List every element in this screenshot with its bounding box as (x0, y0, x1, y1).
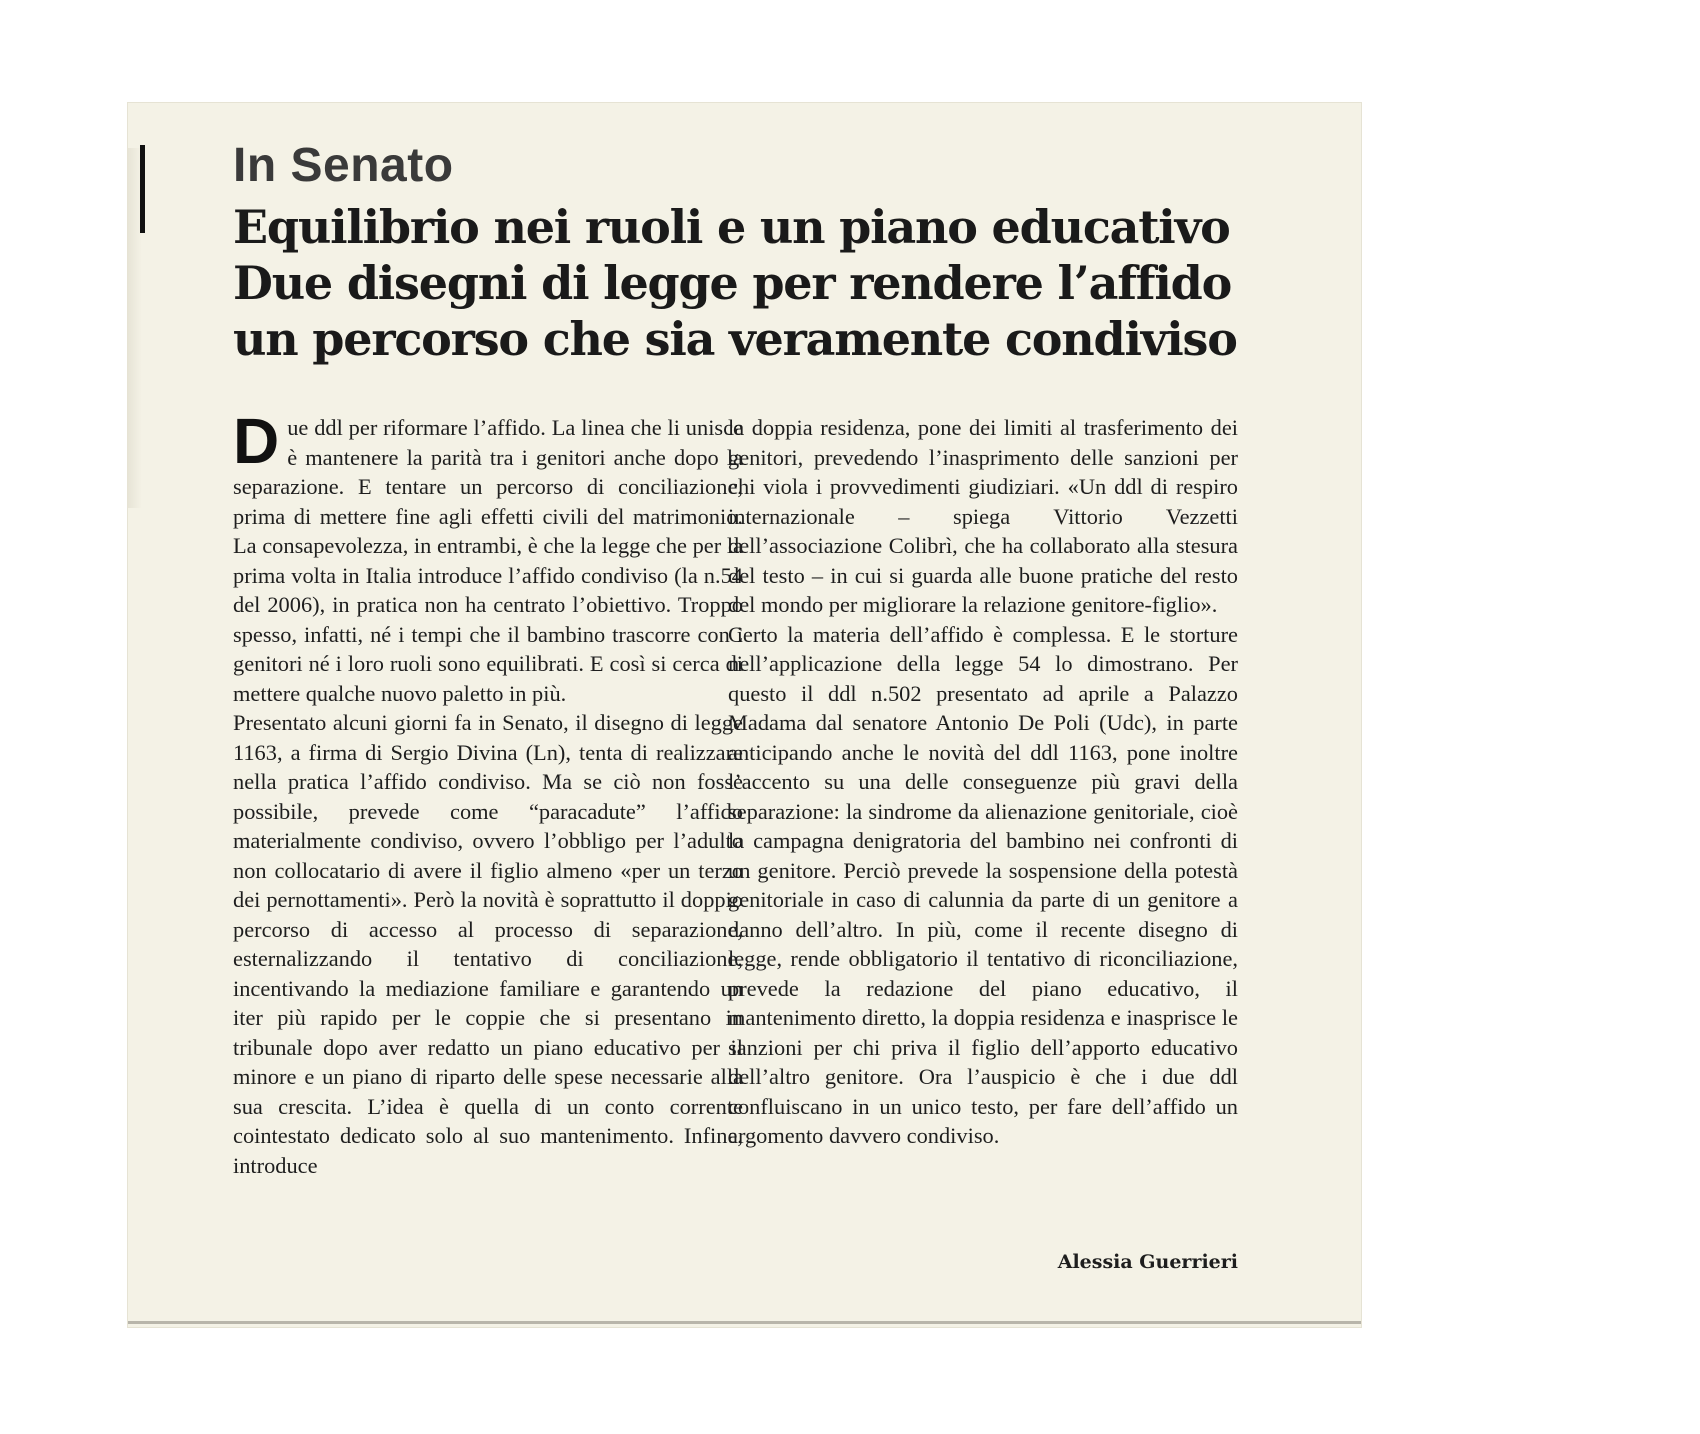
paragraph (233, 405, 743, 708)
byline: Alessia Guerrieri (1057, 1251, 1238, 1273)
headline (233, 199, 1333, 367)
paragraph-text: ue ddl per riformare l’affido. La linea che li unisce è mantenere la parità tra i genitori anche dopo la separazione. E tentare un percorso di conciliazione, prima di mettere fine agli effetti civili del matrimonio. La consapevolezza, in entrambi, è che la legge che per la prima volta in Italia introduce l’affido condiviso (la n.54 del 2006), in pratica non ha centrato l’obiettivo. Troppo spesso, infatti, né i tempi che il bambino trascorre con i genitori né i loro ruoli sono equilibrati. E così si cerca di mettere qualche nuovo paletto in più. (233, 415, 743, 706)
section-rule-mark (140, 145, 145, 233)
paragraph: la doppia residenza, pone dei limiti al trasferimento dei genitori, prevedendo l’inasprimento delle sanzioni per chi viola i provvedimenti giudiziari. «Un ddl di respiro internazionale – spiega Vittorio Vezzetti dell’associazione Colibrì, che ha collaborato alla stesura del testo – in cui si guarda alle buone pratiche del resto del mondo per migliorare la relazione genitore-figlio». (728, 415, 1238, 617)
headline-line-2: Due disegni di legge per rendere l’affido (233, 256, 1232, 310)
section-kicker: In Senato (233, 139, 454, 192)
paragraph: Certo la materia dell’affido è complessa. E le storture nell’applicazione della legge 54 lo dimostrano. Per questo il ddl n.502 presentato ad aprile a Palazzo Madama dal senatore Antonio De Poli (Udc), in parte anticipando anche le novità del ddl 1163, pone inoltre l’accento su una delle conseguenze più gravi della separazione: la sindrome da alienazione genitoriale, cioè la campagna denigratoria del bambino nei confronti di un genitore. Perciò prevede la sospensione della potestà genitoriale in caso di calunnia da parte di un genitore a danno dell’altro. In più, come il recente disegno di legge, rende obbligatorio il tentativo di riconciliazione, prevede la redazione del piano educativo, il mantenimento diretto, la doppia residenza e inasprisce le sanzioni per chi priva il figlio dell’apporto educativo dell’altro genitore. Ora l’auspicio è che i due ddl confluiscano in un unico testo, per fare dell’affido un argomento davvero condiviso. (728, 621, 1238, 1148)
headline-line-1: Equilibrio nei ruoli e un piano educativo (233, 200, 1230, 254)
article-column-left (233, 405, 743, 1180)
article-column-right (728, 413, 1238, 1151)
drop-cap: D (233, 405, 280, 477)
headline-line-3: un percorso che sia veramente condiviso (233, 312, 1237, 366)
newspaper-clipping (128, 103, 1361, 1327)
paragraph: Presentato alcuni giorni fa in Senato, il disegno di legge 1163, a firma di Sergio Divina (Ln), tenta di realizzare nella pratica l’affido condiviso. Ma se ciò non fosse possibile, prevede come “paracadute” l’affido materialmente condiviso, ovvero l’obbligo per l’adulto non collocatario di avere il figlio almeno «per un terzo dei pernottamenti». Però la novità è soprattutto il doppio percorso di accesso al processo di separazione, esternalizzando il tentativo di conciliazione, incentivando la mediazione familiare e garantendo un iter più rapido per le coppie che si presentano in tribunale dopo aver redatto un piano educativo per il minore e un piano di riparto delle spese necessarie alla sua crescita. L’idea è quella di un conto corrente cointestato dedicato solo al suo mantenimento. Infine, introduce (233, 710, 743, 1178)
